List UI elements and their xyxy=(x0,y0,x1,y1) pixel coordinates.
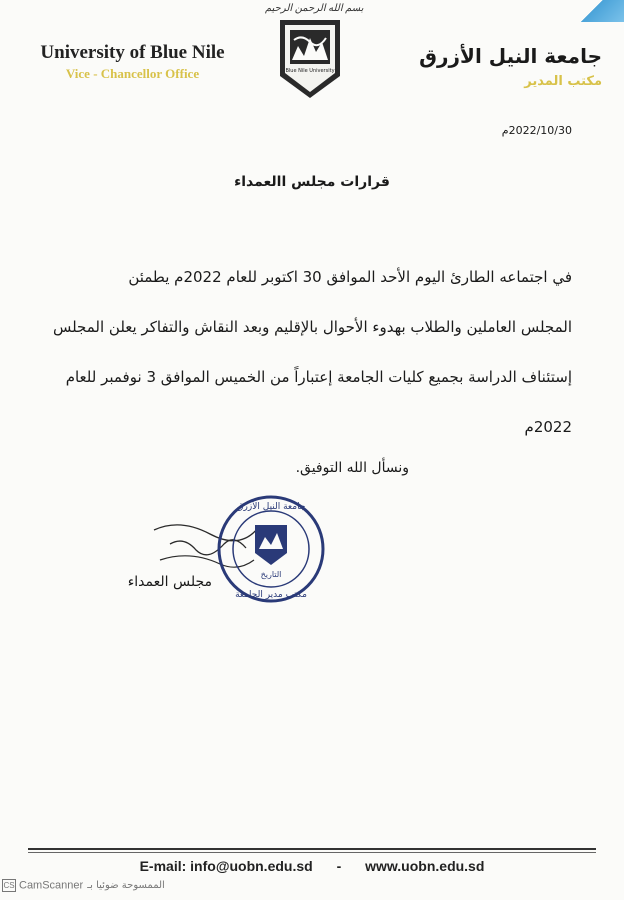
letter-title: قرارات مجلس االعمداء xyxy=(234,174,390,190)
body-line: إستئناف الدراسة بجميع كليات الجامعة إعتباراً من الخميس الموافق 3 نوفمبر للعام xyxy=(65,368,572,386)
stamp-bottom-text: مكتب مدير الجامعة xyxy=(235,590,307,600)
body-line: المجلس العاملين والطلاب بهدوء الأحوال بالإقليم وبعد النقاش والتفاكر يعلن المجلس xyxy=(52,318,572,336)
signatory-title: مجلس العمداء xyxy=(127,574,212,590)
office-name-ar: مكتب المدير xyxy=(524,74,602,89)
office-name-en: Vice - Chancellor Office xyxy=(65,66,200,81)
body-line: 2022م xyxy=(524,418,572,436)
letter-body xyxy=(52,252,572,452)
letter-date: 2022/10/30م xyxy=(501,124,572,137)
photo-corner-artifact xyxy=(574,0,624,22)
stamp-top-text: جامعة النيل الأزرق xyxy=(236,502,306,512)
footer-divider-thin xyxy=(28,852,596,853)
university-logo xyxy=(274,16,346,102)
basmala: بسم الله الرحمن الرحيم xyxy=(265,3,364,14)
stamp-middle-text: التاريخ xyxy=(260,570,282,579)
letterhead-english xyxy=(25,42,240,82)
official-stamp xyxy=(215,493,327,605)
scanner-watermark xyxy=(2,879,212,895)
logo-caption: Blue Nile University xyxy=(285,68,335,74)
camscanner-arabic: الممسوحة ضوئيا بـ xyxy=(87,880,165,892)
footer-divider xyxy=(28,848,596,850)
camscanner-logo-icon: CS xyxy=(3,881,15,890)
camscanner-label: CamScanner xyxy=(19,879,84,892)
footer-email[interactable]: E-mail: info@uobn.edu.sd xyxy=(139,858,313,874)
footer-website[interactable]: www.uobn.edu.sd xyxy=(365,858,485,874)
footer-separator: - xyxy=(336,858,342,874)
university-name-en: University of Blue Nile xyxy=(40,42,225,63)
body-line: في اجتماعه الطارئ اليوم الأحد الموافق 30 اكتوبر للعام 2022م يطمئن xyxy=(128,268,572,286)
letterhead-arabic xyxy=(412,44,602,89)
university-name-ar: جامعة النيل الأزرق xyxy=(419,44,602,68)
footer-contact xyxy=(0,858,624,874)
closing-phrase: ونسأل الله التوفيق. xyxy=(295,460,409,476)
